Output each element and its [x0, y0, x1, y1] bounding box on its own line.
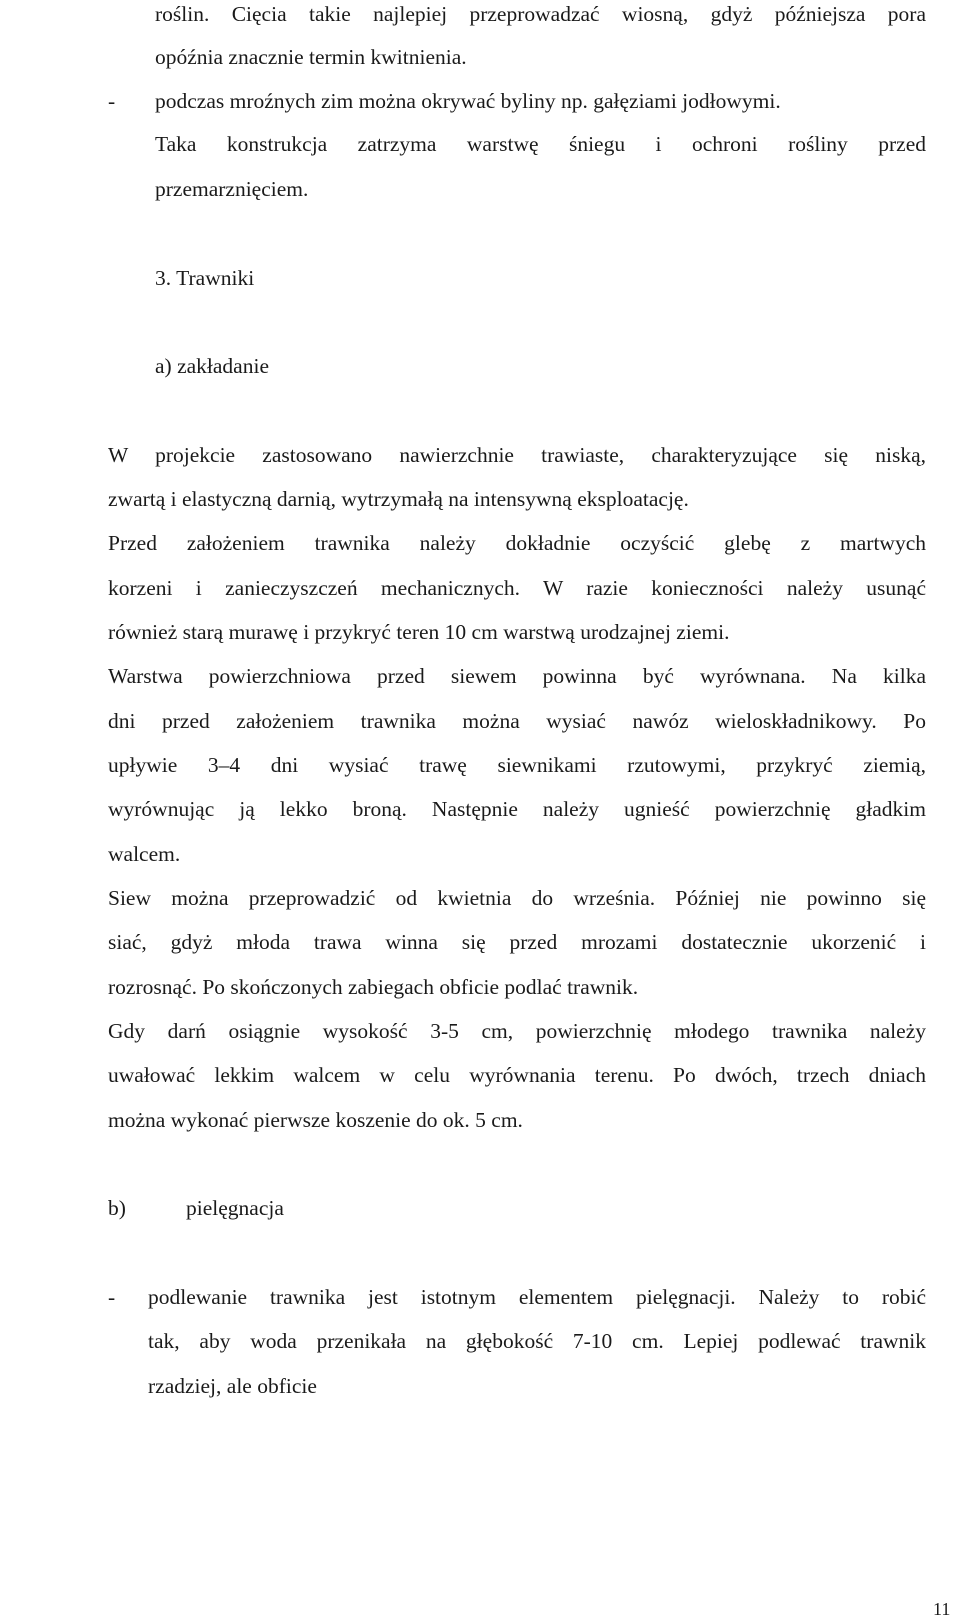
text-line: tak, aby woda przenikała na głębokość 7-10 cm. Lepiej podlewać trawnik: [148, 1329, 926, 1353]
text-line: Taka konstrukcja zatrzyma warstwę śniegu i ochroni rośliny przed: [155, 132, 926, 156]
text-line: rzadziej, ale obficie: [148, 1374, 317, 1398]
text-line: podczas mroźnych zim można okrywać byliny np. gałęziami jodłowymi.: [155, 89, 781, 113]
text-line: roślin. Cięcia takie najlepiej przeprowadzać wiosną, gdyż późniejsza pora: [155, 2, 926, 26]
list-dash: -: [108, 1285, 116, 1309]
text-line: upływie 3–4 dni wysiać trawę siewnikami rzutowymi, przykryć ziemią,: [108, 753, 926, 777]
text-line: W projekcie zastosowano nawierzchnie trawiaste, charakteryzujące się niską,: [108, 443, 926, 467]
text-line: dni przed założeniem trawnika można wysiać nawóz wieloskładnikowy. Po: [108, 709, 926, 733]
subsection-label-b: b): [108, 1196, 126, 1220]
text-line: wyrównując ją lekko broną. Następnie należy ugnieść powierzchnię gładkim: [108, 797, 926, 821]
text-line: Gdy darń osiągnie wysokość 3-5 cm, powierzchnię młodego trawnika należy: [108, 1019, 926, 1043]
text-line: Warstwa powierzchniowa przed siewem powinna być wyrównana. Na kilka: [108, 664, 926, 688]
text-line: można wykonać pierwsze koszenie do ok. 5 cm.: [108, 1108, 523, 1132]
text-line: opóźnia znacznie termin kwitnienia.: [155, 45, 467, 69]
page-number: 11: [933, 1599, 951, 1619]
text-line: korzeni i zanieczyszczeń mechanicznych. W razie konieczności należy usunąć: [108, 576, 926, 600]
subsection-heading-b: pielęgnacja: [186, 1196, 284, 1220]
text-line: uwałować lekkim walcem w celu wyrównania terenu. Po dwóch, trzech dniach: [108, 1063, 926, 1087]
text-line: również starą murawę i przykryć teren 10 cm warstwą urodzajnej ziemi.: [108, 620, 730, 644]
text-line: Przed założeniem trawnika należy dokładnie oczyścić glebę z martwych: [108, 531, 926, 555]
text-line: siać, gdyż młoda trawa winna się przed mrozami dostatecznie ukorzenić i: [108, 930, 926, 954]
text-line: przemarznięciem.: [155, 177, 309, 201]
text-line: zwartą i elastyczną darnią, wytrzymałą na intensywną eksploatację.: [108, 487, 689, 511]
text-line: Siew można przeprowadzić od kwietnia do września. Później nie powinno się: [108, 886, 926, 910]
text-line: rozrosnąć. Po skończonych zabiegach obficie podlać trawnik.: [108, 975, 639, 999]
text-line: walcem.: [108, 842, 181, 866]
text-line: podlewanie trawnika jest istotnym elementem pielęgnacji. Należy to robić: [148, 1285, 926, 1309]
subsection-heading-a: a) zakładanie: [155, 354, 269, 378]
section-heading: 3. Trawniki: [155, 266, 255, 290]
list-dash: -: [108, 89, 116, 113]
